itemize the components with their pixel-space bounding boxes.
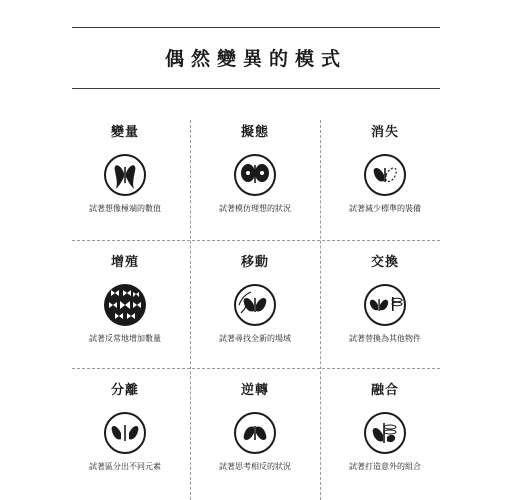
mode-name: 擬態 bbox=[240, 125, 269, 140]
mode-name: 分離 bbox=[110, 383, 139, 398]
page-title: 偶然變異的模式 bbox=[164, 48, 347, 70]
split-butterfly-icon bbox=[103, 411, 147, 455]
mode-cell-1 bbox=[60, 125, 190, 215]
butterfly-dragonfly-icon bbox=[363, 283, 407, 327]
mode-cell-8 bbox=[190, 383, 320, 473]
vanishing-butterfly-icon bbox=[363, 153, 407, 197]
mode-description: 試著替換為其他物件 bbox=[349, 334, 421, 343]
grid-divider-horizontal-2 bbox=[72, 368, 440, 369]
mode-description: 試著減少標準的裝備 bbox=[349, 204, 421, 213]
mode-name: 移動 bbox=[240, 255, 269, 270]
inverted-butterfly-icon bbox=[233, 411, 277, 455]
mode-cell-5 bbox=[190, 255, 320, 345]
mode-cell-4 bbox=[60, 255, 190, 345]
long-tail-butterfly-icon bbox=[103, 153, 147, 197]
mode-cell-6 bbox=[320, 255, 450, 345]
mode-cell-3 bbox=[320, 125, 450, 215]
round-wing-butterfly-icon bbox=[233, 153, 277, 197]
mode-name: 消失 bbox=[370, 125, 399, 140]
mode-name: 交換 bbox=[370, 255, 399, 270]
mode-description: 試著反常地增加數量 bbox=[89, 334, 161, 343]
mode-name: 融合 bbox=[370, 383, 399, 398]
bottom-rule bbox=[72, 88, 440, 89]
mode-cell-7 bbox=[60, 383, 190, 473]
grid-divider-horizontal-1 bbox=[72, 240, 440, 241]
mode-name: 增殖 bbox=[110, 255, 139, 270]
mode-description: 試著思考相反的狀況 bbox=[219, 462, 291, 471]
mode-description: 試著尋找全新的場域 bbox=[219, 334, 291, 343]
mode-description: 試著區分出不同元素 bbox=[89, 462, 161, 471]
mode-cell-9 bbox=[320, 383, 450, 473]
moving-butterfly-icon bbox=[233, 283, 277, 327]
mode-name: 逆轉 bbox=[240, 383, 269, 398]
mode-cell-2 bbox=[190, 125, 320, 215]
mode-description: 試著想像極端的數值 bbox=[89, 204, 161, 213]
mode-description: 試著模仿理想的狀況 bbox=[219, 204, 291, 213]
top-rule bbox=[72, 27, 440, 28]
fused-butterfly-icon bbox=[363, 411, 407, 455]
mode-description: 試著打造意外的組合 bbox=[349, 462, 421, 471]
many-butterflies-icon bbox=[103, 283, 147, 327]
mode-name: 變量 bbox=[110, 125, 139, 140]
